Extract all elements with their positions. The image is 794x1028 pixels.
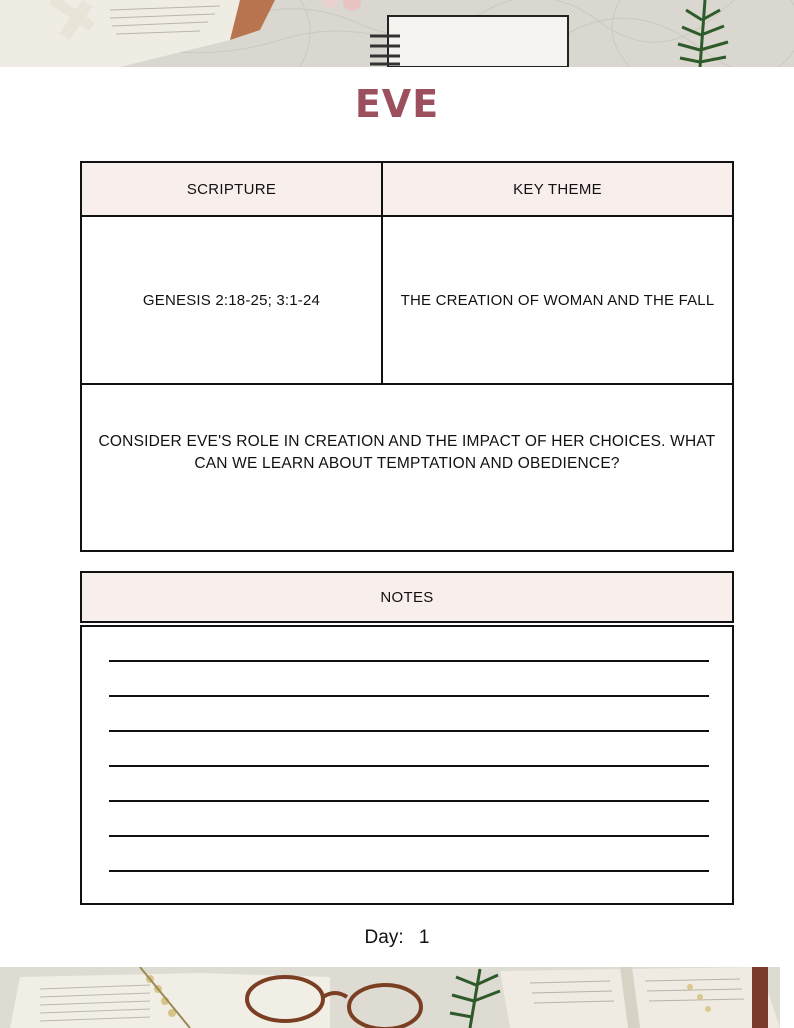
table-header-row [82,163,732,217]
notes-header-box [80,571,734,623]
header-photo [0,0,794,67]
note-line [109,660,709,662]
key-theme-header: KEY THEME [383,163,732,215]
key-theme-text: THE CREATION OF WOMAN AND THE FALL [400,291,715,309]
day-indicator [0,925,794,951]
scripture-reference: GENESIS 2:18-25; 3:1-24 [82,217,383,383]
reflection-prompt: CONSIDER EVE'S ROLE IN CREATION AND THE IMPACT OF HER CHOICES. WHAT CAN WE LEARN ABOUT TEMPTATION AND OBEDIENCE? [98,433,716,472]
note-line [109,765,709,767]
note-line [109,730,709,732]
day-number: 1 [418,927,430,948]
footer-photo-art [0,967,780,1028]
footer-photo [0,967,780,1028]
notes-area[interactable] [80,625,734,905]
note-line [109,870,709,872]
note-line [109,835,709,837]
day-label: Day: [364,927,404,948]
page-title: EVE [354,82,440,126]
scripture-header: SCRIPTURE [82,163,383,215]
notes-header: NOTES [82,573,732,621]
note-line [109,695,709,697]
table-content-row [82,217,732,385]
note-line [109,800,709,802]
study-table [80,161,734,552]
header-photo-art [0,0,794,67]
